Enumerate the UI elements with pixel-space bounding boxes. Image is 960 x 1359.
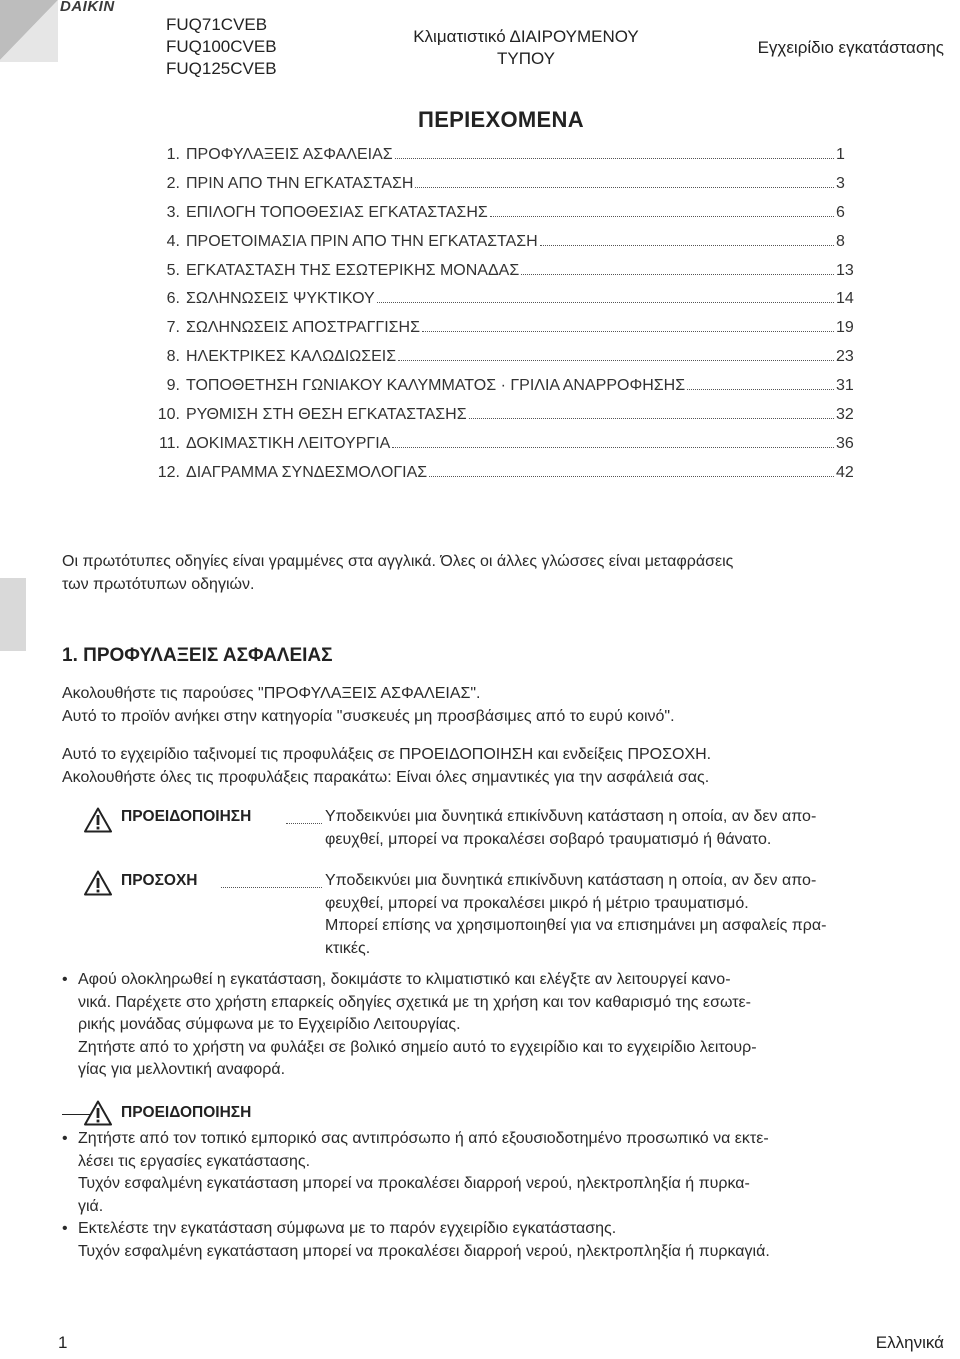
caution-definition xyxy=(325,870,943,960)
toc-item-label: ΣΩΛΗΝΩΣΕΙΣ ΨΥΚΤΙΚΟΥ xyxy=(186,290,375,308)
toc-leader xyxy=(377,302,834,303)
caution-triangle-icon xyxy=(84,870,112,896)
toc-item-number: 3. xyxy=(166,203,180,221)
paragraph-line: Ακολουθήστε τις παρούσες "ΠΡΟΦΥΛΑΞΕΙΣ ΑΣΦΑΛΕΙΑΣ". xyxy=(62,685,481,702)
toc-leader xyxy=(415,187,834,188)
original-language-note xyxy=(62,551,942,596)
product-title xyxy=(386,26,666,70)
installation-notes xyxy=(62,969,944,1082)
model-2: FUQ100CVEB xyxy=(166,37,277,56)
toc-item-number: 12. xyxy=(157,463,180,481)
list-item-line: ρικής μονάδας σύμφωνα με το Εγχειρίδιο Λειτουργίας. xyxy=(78,1016,461,1033)
table-of-contents xyxy=(150,146,862,493)
toc-item-number: 1. xyxy=(166,146,180,163)
toc-item[interactable] xyxy=(150,464,862,493)
definition-line: Υποδεικνύει μια δυνητικά επικίνδυνη κατάσταση η οποία, αν δεν απο- xyxy=(325,808,817,825)
page-number: 1 xyxy=(58,1333,68,1352)
paragraph-line: Αυτό το προϊόν ανήκει στην κατηγορία "συσκευές μη προσβάσιμες από το ευρύ κοινό". xyxy=(62,707,675,725)
toc-item[interactable] xyxy=(150,290,862,319)
toc-item-label: ΠΡΟΕΤΟΙΜΑΣΙΑ ΠΡΙΝ ΑΠΟ ΤΗΝ ΕΓΚΑΤΑΣΤΑΣΗ xyxy=(186,232,538,250)
toc-item-page: 19 xyxy=(836,319,854,337)
toc-item-number: 10. xyxy=(157,406,180,424)
paragraph-line: Αυτό το εγχειρίδιο ταξινομεί τις προφυλάξεις σε ΠΡΟΕΙΔΟΠΟΙΗΣΗ και ενδείξεις ΠΡΟΣΟΧΗ. xyxy=(62,746,712,763)
toc-item-number: 9. xyxy=(166,377,180,395)
toc-item-page: 32 xyxy=(836,406,854,424)
toc-item-number: 8. xyxy=(166,348,180,366)
model-1: FUQ71CVEB xyxy=(166,15,268,34)
toc-leader xyxy=(469,418,834,419)
definition-line: Μπορεί επίσης να χρησιμοποιηθεί για να επισημάνει μη ασφαλείς πρα- xyxy=(325,917,827,934)
toc-item-page: 13 xyxy=(836,261,854,279)
list-item-line: • Αφού ολοκληρωθεί η εγκατάσταση, δοκιμάστε το κλιματιστικό και ελέγξτε αν λειτουργεί κανο- xyxy=(78,971,731,988)
list-item-line: νικά. Παρέχετε στο χρήστη επαρκείς οδηγίες σχετικά με τη χρήση και τον καθαρισμό της εσωτε- xyxy=(78,993,751,1011)
toc-item-number: 11. xyxy=(158,434,180,452)
list-item-line: Τυχόν εσφαλμένη εγκατάσταση μπορεί να προκαλέσει διαρροή νερού, ηλεκτροπληξία ή πυρκα- xyxy=(78,1175,750,1192)
definition-line: κτικές. xyxy=(325,939,371,957)
warning-definition xyxy=(325,806,943,851)
toc-item[interactable] xyxy=(150,204,862,233)
toc-leader xyxy=(429,476,834,477)
toc-item-number: 5. xyxy=(166,261,180,279)
toc-item-page: 14 xyxy=(836,290,854,308)
toc-item[interactable] xyxy=(150,262,862,291)
toc-item-label: ΕΓΚΑΤΑΣΤΑΣΗ ΤΗΣ ΕΣΩΤΕΡΙΚΗΣ ΜΟΝΑΔΑΣ xyxy=(186,261,520,279)
toc-item-page: 42 xyxy=(836,463,854,481)
caution-label: ΠΡΟΣΟΧΗ xyxy=(121,872,198,889)
classification-paragraph xyxy=(62,744,942,789)
definition-line: Υποδεικνύει μια δυνητικά επικίνδυνη κατάσταση η οποία, αν δεν απο- xyxy=(325,872,817,889)
warning-leader xyxy=(286,823,322,824)
warning-label: ΠΡΟΕΙΔΟΠΟΙΗΣΗ xyxy=(121,808,252,825)
toc-item[interactable] xyxy=(150,435,862,464)
toc-item-number: 4. xyxy=(166,232,180,250)
list-item-line: γίας για μελλοντική αναφορά. xyxy=(78,1061,286,1078)
toc-item-label: ΔΟΚΙΜΑΣΤΙΚΗ ΛΕΙΤΟΥΡΓΙΑ xyxy=(186,434,391,452)
toc-item-page: 1 xyxy=(836,146,845,163)
list-item-line: • Ζητήστε από τον τοπικό εμπορικό σας αντιπρόσωπο ή από εξουσιοδοτημένο προσωπικό να εκτε- xyxy=(78,1130,769,1147)
toc-leader xyxy=(687,389,834,390)
language-tab-marker xyxy=(0,578,26,651)
toc-leader xyxy=(398,360,834,361)
toc-item-label: ΠΡΙΝ ΑΠΟ ΤΗΝ ΕΓΚΑΤΑΣΤΑΣΗ xyxy=(186,174,414,192)
toc-leader xyxy=(490,216,834,217)
toc-heading: ΠΕΡΙΕΧΟΜΕΝΑ xyxy=(418,107,584,132)
toc-leader xyxy=(395,158,834,159)
toc-item[interactable] xyxy=(150,146,862,175)
product-title-line2: ΤΥΠΟΥ xyxy=(496,49,555,68)
section-intro-paragraph xyxy=(62,683,942,728)
toc-item[interactable] xyxy=(150,233,862,262)
toc-item-page: 6 xyxy=(836,203,845,221)
section-heading: 1. ΠΡΟΦΥΛΑΞΕΙΣ ΑΣΦΑΛΕΙΑΣ xyxy=(62,645,333,666)
list-item-line: γιά. xyxy=(78,1197,104,1215)
toc-item-number: 7. xyxy=(166,319,180,337)
toc-leader xyxy=(422,331,834,332)
model-list xyxy=(166,14,277,80)
toc-item-page: 36 xyxy=(836,434,854,452)
footer-language: Ελληνικά xyxy=(875,1333,944,1352)
list-item-line: Ζητήστε από το χρήστη να φυλάξει σε βολικό σημείο αυτό το εγχειρίδιο και το εγχειρίδιο λειτουρ- xyxy=(78,1038,757,1056)
list-item-line: • Εκτελέστε την εγκατάσταση σύμφωνα με το παρόν εγχειρίδιο εγκατάστασης. xyxy=(78,1220,617,1237)
document-type: Εγχειρίδιο εγκατάστασης xyxy=(757,38,944,57)
toc-item[interactable] xyxy=(150,406,862,435)
paragraph-line: Ακολουθήστε όλες τις προφυλάξεις παρακάτω: Είναι όλες σημαντικές για την ασφάλειά σας. xyxy=(62,768,710,786)
toc-item-page: 8 xyxy=(836,232,845,250)
warning-triangle-icon xyxy=(84,1100,112,1126)
toc-item-page: 23 xyxy=(836,348,854,366)
toc-item[interactable] xyxy=(150,319,862,348)
list-item-line: Τυχόν εσφαλμένη εγκατάσταση μπορεί να προκαλέσει διαρροή νερού, ηλεκτροπληξία ή πυρκαγιά. xyxy=(78,1242,770,1260)
list-item xyxy=(62,1218,944,1263)
toc-item-label: ΤΟΠΟΘΕΤΗΣΗ ΓΩΝΙΑΚΟΥ ΚΑΛΥΜΜΑΤΟΣ · ΓΡΙΛΙΑ ΑΝΑΡΡΟΦΗΣΗΣ xyxy=(186,377,686,395)
daikin-logo xyxy=(0,0,140,80)
toc-item[interactable] xyxy=(150,377,862,406)
toc-item-page: 3 xyxy=(836,174,845,192)
toc-leader xyxy=(540,245,834,246)
product-title-line1: Κλιματιστικό ΔΙΑΙΡΟΥΜΕΝΟΥ xyxy=(413,27,639,46)
toc-item-label: ΕΠΙΛΟΓΗ ΤΟΠΟΘΕΣΙΑΣ ΕΓΚΑΤΑΣΤΑΣΗΣ xyxy=(186,203,488,221)
caution-leader xyxy=(221,887,322,888)
toc-item-number: 2. xyxy=(166,174,180,192)
note-line: των πρωτότυπων οδηγιών. xyxy=(62,575,255,593)
toc-item-label: ΠΡΟΦΥΛΑΞΕΙΣ ΑΣΦΑΛΕΙΑΣ xyxy=(186,146,393,163)
warning-section-label: ΠΡΟΕΙΔΟΠΟΙΗΣΗ xyxy=(121,1104,252,1121)
toc-item-label: ΔΙΑΓΡΑΜΜΑ ΣΥΝΔΕΣΜΟΛΟΓΙΑΣ xyxy=(186,463,428,481)
note-line: Οι πρωτότυπες οδηγίες είναι γραμμένες στα αγγλικά. Όλες οι άλλες γλώσσες είναι μεταφράσεις xyxy=(62,553,734,570)
toc-item-label: ΡΥΘΜΙΣΗ ΣΤΗ ΘΕΣΗ ΕΓΚΑΤΑΣΤΑΣΗΣ xyxy=(186,406,467,424)
toc-item-label: ΣΩΛΗΝΩΣΕΙΣ ΑΠΟΣΤΡΑΓΓΙΣΗΣ xyxy=(186,319,420,337)
list-item-line: λέσει τις εργασίες εγκατάστασης. xyxy=(78,1152,311,1170)
definition-line: φευχθεί, μπορεί να προκαλέσει σοβαρό τραυματισμό ή θάνατο. xyxy=(325,830,772,848)
warning-triangle-icon xyxy=(84,807,112,833)
toc-item-number: 6. xyxy=(166,290,180,308)
model-3: FUQ125CVEB xyxy=(166,59,277,78)
list-item xyxy=(62,969,944,1082)
list-item xyxy=(62,1128,944,1218)
toc-item-page: 31 xyxy=(836,377,854,395)
toc-leader xyxy=(392,447,834,448)
warning-list xyxy=(62,1128,944,1263)
brand-name: DAIKIN xyxy=(60,0,138,14)
definition-line: φευχθεί, μπορεί να προκαλέσει μικρό ή μέτριο τραυματισμό. xyxy=(325,894,749,912)
toc-leader xyxy=(521,274,834,275)
toc-item[interactable] xyxy=(150,175,862,204)
toc-item[interactable] xyxy=(150,348,862,377)
toc-item-label: ΗΛΕΚΤΡΙΚΕΣ ΚΑΛΩΔΙΩΣΕΙΣ xyxy=(186,348,397,366)
